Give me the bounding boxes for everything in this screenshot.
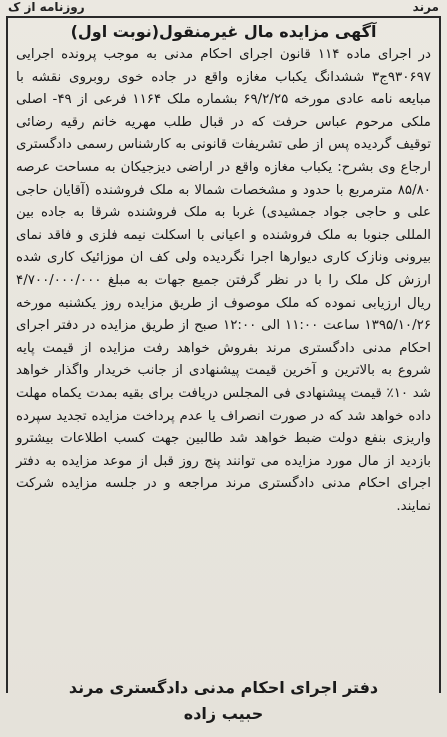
city-label: مرند — [412, 0, 439, 14]
notice-signature — [6, 675, 441, 735]
masthead-strip — [0, 0, 447, 16]
newspaper-name: روزنامه از ک — [8, 0, 85, 14]
signatory-name: حبیب زاده — [183, 704, 264, 723]
issuing-office: دفتر اجرای احکام مدنی دادگستری مرند — [68, 678, 379, 697]
notice-body: در اجرای ماده ۱۱۴ قانون اجرای احکام مدنی به موجب پرونده اجرایی ۹۳۰۶۹۷ج۳ ششدانگ یکباب مغازه واقع در جاده خوی روبروی نقشه با مبایعه نامه عادی مورخه ۶۹/۲/۲۵ بشماره ملک ۱۱۶۴ فرعی از ۴۹- اصلی ملکی مرحوم عباس حرفت که در قبال طلب مهریه خانم رقیه رضائی توقیف گردیده پس از طی تشریفات قانونی به کارشناس رسمی دادگستری ارجاع وی بشرح: یکباب مغازه واقع در اراضی دیزجیکان به مساحت عرصه ۸۵/۸۰ مترمربع با حدود و مشخصات شمالا به ملک فروشنده (آقایان حاجی علی و حاجی جواد جمشیدی) غربا به ملک فروشنده شرقا به جاده بین المللی جنوبا به ملک فروشنده و اعیانی با اسکلت نیمه فلزی و فاقد نمای بیرونی ونازک کاری دیوارها اجرا نگردیده ولی کف ان موزائیک کاری شده ارزش کل ملک را با در نظر گرفتن جمیع جهات به مبلغ ۴/۷۰۰/۰۰۰/۰۰۰ ریال ارزیابی نموده که ملک موصوف از طریق مزایده روز یکشنبه مورخه ۱۳۹۵/۱۰/۲۶ ساعت ۱۱:۰۰ الی ۱۲:۰۰ صبح از طریق مزایده در دفتر اجرای احکام مدنی دادگستری مرند بفروش خواهد رفت مزایده از قیمت پایه شروع به بالاترین و آخرین قیمت پیشنهادی از جانب خریدار واگذار خواهد شد ۱۰٪ قیمت پیشنهادی فی المجلس دریافت برای بقیه بمدت یکماه مهلت داده خواهد شد که در صورت انصراف یا عدم پرداخت مزایده تجدید سپرده واریزی بنفع دولت ضبط خواهد شد طالبین جهت کسب اطلاعات بیشترو بازدید از مال مورد مزایده می توانند پنج روز قبل از موعد مزایده به دفتر اجرای احکام مدنی دادگستری مرند مراجعه و در جلسه مزایده شرکت نمایند. — [16, 47, 432, 514]
notice-title: آگهی مزایده مال غیرمنقول(نوبت اول) — [70, 22, 377, 41]
notice-frame — [6, 16, 441, 693]
